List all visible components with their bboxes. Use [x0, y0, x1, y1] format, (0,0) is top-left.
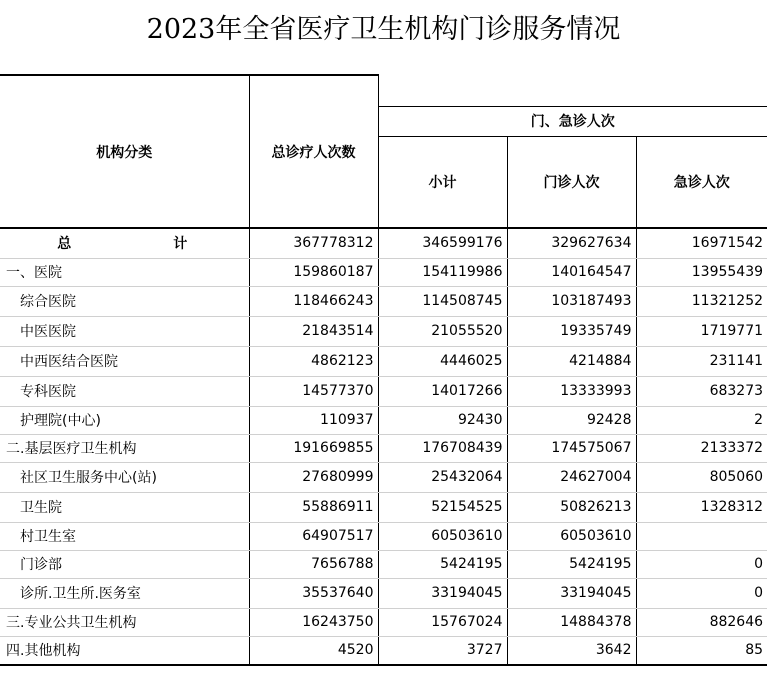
cell-outpatient: 140164547: [507, 258, 636, 286]
header-category: 机构分类: [0, 75, 249, 228]
cell-outpatient: 4214884: [507, 346, 636, 376]
page-title: 2023年全省医疗卫生机构门诊服务情况: [146, 14, 621, 45]
cell-subtotal: 60503610: [378, 522, 507, 550]
table-row: [0, 462, 767, 492]
cell-outpatient: 24627004: [507, 462, 636, 492]
cell-emergency: 2133372: [636, 434, 767, 462]
cell-emergency: 805060: [636, 462, 767, 492]
cell-subtotal: 21055520: [378, 316, 507, 346]
cell-total-visits: 35537640: [249, 578, 378, 608]
table-row: [0, 636, 767, 665]
cell-emergency: 16971542: [636, 228, 767, 258]
cell-outpatient: 5424195: [507, 550, 636, 578]
cell-emergency: 1719771: [636, 316, 767, 346]
cell-emergency: 1328312: [636, 492, 767, 522]
cell-emergency: 0: [636, 550, 767, 578]
cell-total-visits: 191669855: [249, 434, 378, 462]
cell-subtotal: 346599176: [378, 228, 507, 258]
cell-subtotal: 154119986: [378, 258, 507, 286]
cell-total-visits: 367778312: [249, 228, 378, 258]
table-row: [0, 608, 767, 636]
cell-outpatient: 92428: [507, 406, 636, 434]
header-spacer: [378, 75, 767, 106]
cell-emergency: 13955439: [636, 258, 767, 286]
table-row: [0, 228, 767, 258]
cell-total-visits: 14577370: [249, 376, 378, 406]
header-total-visits: 总诊疗人次数: [249, 75, 378, 228]
row-label: 村卫生室: [0, 522, 249, 550]
cell-outpatient: 60503610: [507, 522, 636, 550]
cell-emergency: 11321252: [636, 286, 767, 316]
row-label: 中医医院: [0, 316, 249, 346]
cell-outpatient: 33194045: [507, 578, 636, 608]
cell-total-visits: 4862123: [249, 346, 378, 376]
cell-emergency: 85: [636, 636, 767, 665]
cell-outpatient: 329627634: [507, 228, 636, 258]
cell-outpatient: 174575067: [507, 434, 636, 462]
cell-subtotal: 33194045: [378, 578, 507, 608]
cell-emergency: 231141: [636, 346, 767, 376]
cell-outpatient: 50826213: [507, 492, 636, 522]
row-label: 卫生院: [0, 492, 249, 522]
cell-total-visits: 55886911: [249, 492, 378, 522]
cell-outpatient: 103187493: [507, 286, 636, 316]
cell-subtotal: 14017266: [378, 376, 507, 406]
table-row: [0, 522, 767, 550]
row-label: 一、医院: [0, 258, 249, 286]
table-row: [0, 258, 767, 286]
cell-emergency: 882646: [636, 608, 767, 636]
table-row: [0, 316, 767, 346]
cell-subtotal: 52154525: [378, 492, 507, 522]
cell-subtotal: 114508745: [378, 286, 507, 316]
cell-total-visits: 21843514: [249, 316, 378, 346]
header-outpatient: 门诊人次: [507, 136, 636, 228]
cell-subtotal: 92430: [378, 406, 507, 434]
cell-subtotal: 5424195: [378, 550, 507, 578]
cell-total-visits: 110937: [249, 406, 378, 434]
table-row: [0, 550, 767, 578]
row-label: 社区卫生服务中心(站): [0, 462, 249, 492]
cell-subtotal: 25432064: [378, 462, 507, 492]
cell-outpatient: 19335749: [507, 316, 636, 346]
cell-total-visits: 16243750: [249, 608, 378, 636]
header-subtotal: 小计: [378, 136, 507, 228]
cell-outpatient: 13333993: [507, 376, 636, 406]
cell-emergency: 683273: [636, 376, 767, 406]
row-label: 四.其他机构: [0, 636, 249, 665]
table-row: [0, 492, 767, 522]
table-body: [0, 228, 767, 665]
cell-total-visits: 64907517: [249, 522, 378, 550]
row-label: 综合医院: [0, 286, 249, 316]
outpatient-services-table: [0, 74, 767, 666]
cell-total-visits: 4520: [249, 636, 378, 665]
cell-outpatient: 14884378: [507, 608, 636, 636]
cell-subtotal: 15767024: [378, 608, 507, 636]
cell-total-visits: 27680999: [249, 462, 378, 492]
header-outpatient-emergency: 门、急诊人次: [378, 106, 767, 136]
row-label: 专科医院: [0, 376, 249, 406]
row-label: 护理院(中心): [0, 406, 249, 434]
cell-total-visits: 118466243: [249, 286, 378, 316]
table-row: [0, 286, 767, 316]
cell-outpatient: 3642: [507, 636, 636, 665]
row-label: 中西医结合医院: [0, 346, 249, 376]
row-label: 门诊部: [0, 550, 249, 578]
cell-subtotal: 3727: [378, 636, 507, 665]
cell-total-visits: 7656788: [249, 550, 378, 578]
row-label: 二.基层医疗卫生机构: [0, 434, 249, 462]
table-row: [0, 346, 767, 376]
row-label: 诊所.卫生所.医务室: [0, 578, 249, 608]
table-row: [0, 434, 767, 462]
cell-subtotal: 4446025: [378, 346, 507, 376]
cell-emergency: 0: [636, 578, 767, 608]
table-row: [0, 578, 767, 608]
table-row: [0, 376, 767, 406]
cell-total-visits: 159860187: [249, 258, 378, 286]
row-label: 三.专业公共卫生机构: [0, 608, 249, 636]
cell-subtotal: 176708439: [378, 434, 507, 462]
cell-emergency: [636, 522, 767, 550]
table-row: [0, 406, 767, 434]
cell-emergency: 2: [636, 406, 767, 434]
header-emergency: 急诊人次: [636, 136, 767, 228]
row-label: 总 计: [0, 228, 249, 258]
